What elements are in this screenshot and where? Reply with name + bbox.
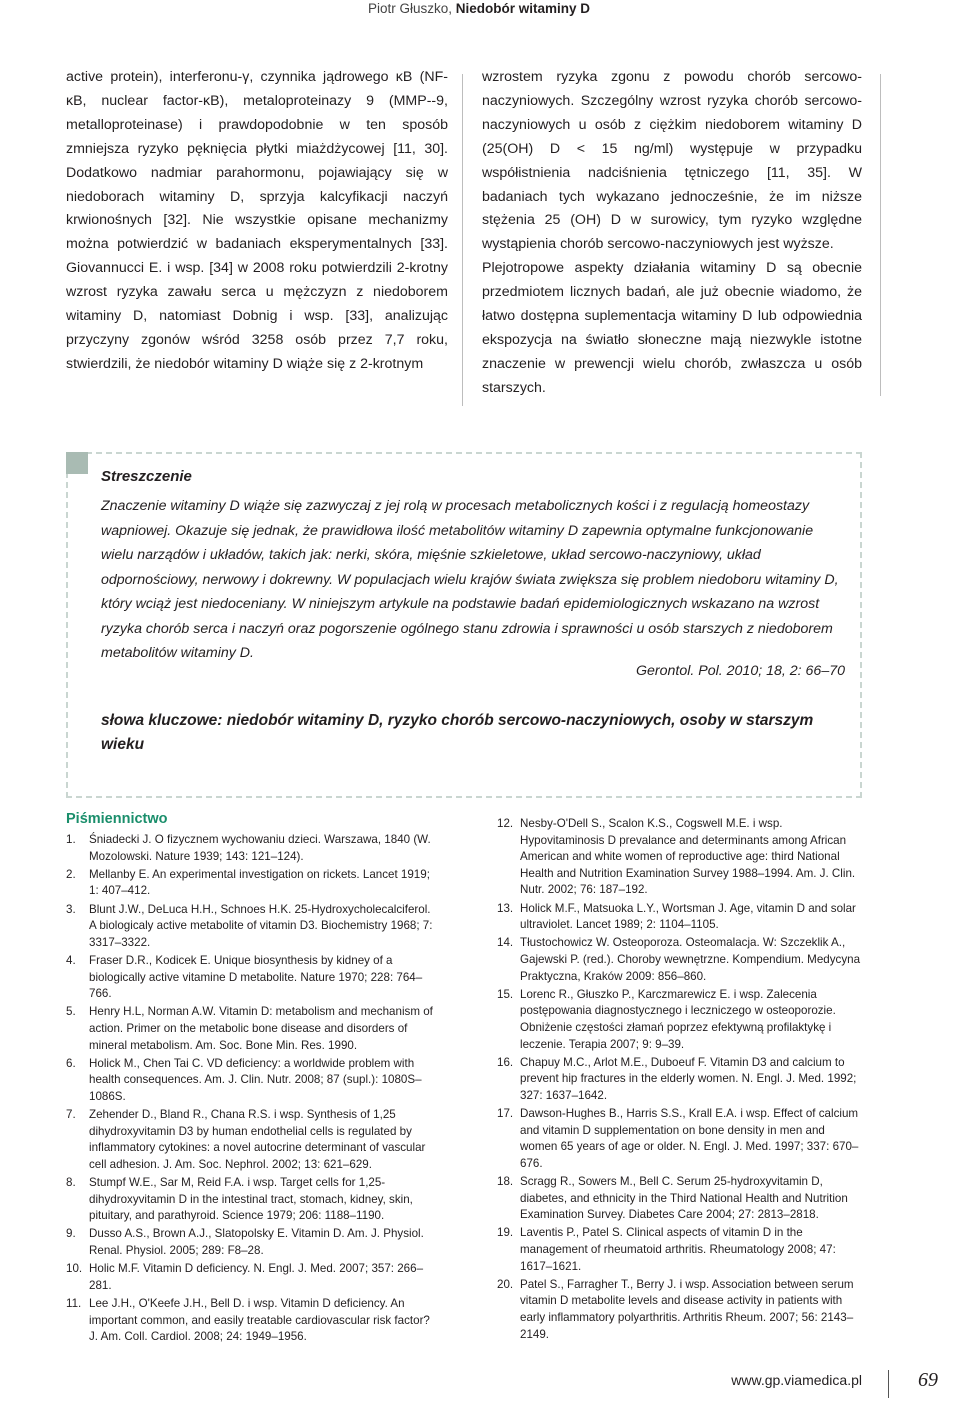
reference-item <box>66 1296 434 1346</box>
reference-number: 8. <box>66 1176 76 1190</box>
reference-item <box>497 1174 865 1224</box>
reference-text: Laventis P., Patel S. Clinical aspects of vitamin D in the management of rheumatoid arthritis. Rheumatology 2008; 47: 1617–1621. <box>520 1226 836 1273</box>
body-paragraph-left: active protein), interferonu-γ, czynnika jądrowego κB (NF-κB, nuclear factor-κB), metaloproteinazy 9 (MMP--9, metalloproteinase) i prawdopodobnie w ten sposób zmniejsza ryzyko pęknięcia płytki miażdżycowej [11, 30]. Dodatkowo nadmiar parahormonu, pojawiający się w niedoborach witaminy D, sprzyja kalcyfikacji naczyń krwionośnych [32]. Nie wszystkie opisane mechanizmy można potwierdzić w badaniach eksperymentalnych [33]. Giovannucci E. i wsp. [34] w 2008 roku potwierdzili 2-krotny wzrost ryzyka zawału serca u mężczyzn z niedoborem witaminy D, natomiast Dobnig i wsp. [33], analizując przyczyny zgonów wśród 3258 osób przez 7,7 roku, stwierdzili, że niedobór witaminy D wiąże się z 2-krotnym <box>66 69 448 372</box>
reference-text: Zehender D., Bland R., Chana R.S. i wsp. Synthesis of 1,25 dihydroxyvitamin D3 by human endothelial cells is regulated by inflammatory cytokines: a novel autocrine determinant of vascular cell adhesion. J. Am. Soc. Nephrol. 2002; 13: 621–629. <box>89 1108 426 1171</box>
reference-number: 15. <box>497 987 514 1001</box>
reference-text: Scragg R., Sowers M., Bell C. Serum 25-hydroxyvitamin D, diabetes, and ethnicity in the Third National Health and Nutrition Examination Survey. Diabetes Care 2004; 27: 2813–2818. <box>520 1175 848 1222</box>
reference-text: Henry H.L, Norman A.W. Vitamin D: metabolism and mechanism of action. Primer on the metabolic bone disease and disorders of mineral metabolism. Am. Soc. Bone Min. Res. 1990. <box>89 1005 433 1052</box>
reference-text: Mellanby E. An experimental investigation on rickets. Lancet 1919; 1: 407–412. <box>89 867 430 898</box>
reference-item <box>497 816 865 899</box>
column-divider-right <box>880 74 881 396</box>
reference-item <box>497 1055 865 1105</box>
reference-item <box>66 1107 434 1173</box>
reference-item <box>497 987 865 1053</box>
reference-number: 10. <box>66 1262 83 1276</box>
reference-text: Fraser D.R., Kodicek E. Unique biosynthesis by kidney of a biologically active vitamine D metabolite. Nature 1970; 228: 764–766. <box>89 953 423 1001</box>
reference-number: 18. <box>497 1175 514 1189</box>
reference-text: Holic M.F. Vitamin D deficiency. N. Engl. J. Med. 2007; 357: 266–281. <box>89 1262 424 1292</box>
reference-number: 13. <box>497 901 514 915</box>
reference-text: Nesby-O'Dell S., Scalon K.S., Cogswell M.E. i wsp. Hypovitaminosis D prevalance and determinants among African American and white women of reproductive age: third National Health and Nutrition Examination Survey 1988–1994. Am. J. Clin. Nutr. 2002; 76: 187–192. <box>520 817 856 897</box>
reference-number: 6. <box>66 1056 76 1070</box>
reference-number: 11. <box>66 1296 82 1310</box>
reference-item <box>66 1261 434 1294</box>
reference-item <box>497 1225 865 1275</box>
page-number: 69 <box>918 1369 938 1391</box>
references-title: Piśmiennictwo <box>66 811 168 827</box>
running-head <box>368 1 590 16</box>
reference-text: Stumpf W.E., Sar M, Reid F.A. i wsp. Target cells for 1,25-dihydroxyvitamin D in the intestinal tract, stomach, kidney, skin, pituitary, and parathyroid. Science 1979; 206: 1188–1190. <box>89 1176 413 1223</box>
references-list-left <box>66 832 434 1347</box>
reference-text: Blunt J.W., DeLuca H.H., Schnoes H.K. 25-Hydroxycholecalciferol. A biologicaly active metabolite of vitamin D3. Biochemistry 1968; 7: 3317–3322. <box>89 902 433 949</box>
reference-text: Holick M., Chen Tai C. VD deficiency: a worldwide problem with health consequences. Am. J. Clin. Nutr. 2008; 87 (supl.): 1080S–1086S. <box>89 1056 422 1103</box>
reference-number: 20. <box>497 1277 514 1291</box>
reference-text: Tłustochowicz W. Osteoporoza. Osteomalacja. W: Szczeklik A., Gajewski P. (red.). Choroby wewnętrzne. Kompendium. Medycyna Praktyczna, Kraków 2009: 856–860. <box>520 936 861 983</box>
reference-item <box>66 867 434 900</box>
reference-text: Lee J.H., O'Keefe J.H., Bell D. i wsp. Vitamin D deficiency. An important common, and easily treatable cardiovascular risk factor? J. Am. Coll. Cardiol. 2008; 24: 1949–1956. <box>89 1296 430 1344</box>
body-paragraph-right-1: wzrostem ryzyka zgonu z powodu chorób sercowo-naczyniowych. Szczególny wzrost ryzyka chorób sercowo-naczyniowych u osób z ciężkim niedoborem witaminy D (25(OH) D < 15 ng/ml) występuje w przypadku współistnienia nadciśnienia tętniczego [11, 35]. W badaniach tych wykazano jednocześnie, że im niższe stężenia 25 (OH) D w surowicy, tym ryzyko względne wystąpienia chorób sercowo-naczyniowych jest wyższe. <box>482 69 862 253</box>
reference-text: Śniadecki J. O fizycznem wychowaniu dzieci. Warszawa, 1840 (W. Mozolowski. Nature 1939; 143: 121–124). <box>89 833 431 863</box>
reference-number: 16. <box>497 1055 514 1069</box>
reference-item <box>66 832 434 865</box>
reference-number: 19. <box>497 1226 514 1240</box>
page-header <box>0 0 960 28</box>
column-divider-left <box>462 74 463 406</box>
references-list-right <box>497 816 865 1345</box>
footer-url[interactable]: www.gp.viamedica.pl <box>731 1372 862 1388</box>
reference-text: Lorenc R., Głuszko P., Karczmarewicz E. i wsp. Zalecenia postępowania diagnostycznego i leczniczego w osteoporozie. Obniżenie częstości złamań poprzez efektywną profilaktykę i leczenie. Terapia 2007; 9: 9–39. <box>520 987 836 1051</box>
body-paragraph-right-2: Plejotropowe aspekty działania witaminy D są obecnie przedmiotem licznych badań, ale już obecnie wiadomo, że łatwo dostępna suplementacja witaminy D lub odpowiednia ekspozycja na światło słoneczne mają niezwykle istotne znaczenie w prewencji wielu chorób, zwłaszcza u osób starszych. <box>482 260 862 396</box>
reference-item <box>66 902 434 952</box>
reference-number: 9. <box>66 1227 76 1241</box>
reference-number: 4. <box>66 953 76 967</box>
reference-item <box>497 1106 865 1172</box>
reference-number: 17. <box>497 1107 514 1121</box>
reference-number: 1. <box>66 833 76 846</box>
abstract-keywords: słowa kluczowe: niedobór witaminy D, ryzyko chorób sercowo-naczyniowych, osoby w starszym wieku <box>101 712 814 753</box>
reference-number: 12. <box>497 817 514 830</box>
reference-item <box>66 1226 434 1259</box>
reference-item <box>497 1277 865 1343</box>
abstract-citation: Gerontol. Pol. 2010; 18, 2: 66–70 <box>635 663 845 679</box>
running-head-author: Piotr Głuszko, <box>367 1 452 16</box>
reference-item <box>66 1175 434 1225</box>
abstract-title: Streszczenie <box>101 468 192 485</box>
abstract-text: Znaczenie witaminy D wiąże się zazwyczaj z jej rolą w procesach metabolicznych kości i z regulacją homeostazy wapniowej. Okazuje się jednak, że prawidłowa ilość metabolitów witaminy D zapewnia optymalne funkcjonowanie wielu narządów i układów, takich jak: nerki, skóra, mięśnie szkieletowe, układ sercowo-naczyniowy, układ odpornościowy, nerwowy i dokrewny. W populacjach wielu krajów świata zwiększa się problem niedoboru witaminy D, który wciąż jest niedoceniany. W niniejszym artykule na podstawie badań epidemiologicznych wskazano na wzrost ryzyka chorób serca i naczyń oraz pogorszenie ogólnego stanu zdrowia i sprawności u osób starszych z niedoborem metabolitów witaminy D. <box>101 498 839 661</box>
reference-item <box>497 901 865 934</box>
reference-number: 2. <box>66 867 76 881</box>
reference-item <box>66 953 434 1003</box>
reference-text: Dusso A.S., Brown A.J., Slatopolsky E. Vitamin D. Am. J. Physiol. Renal. Physiol. 2005; 289: F8–28. <box>89 1227 424 1257</box>
reference-number: 3. <box>66 902 76 916</box>
reference-text: Chapuy M.C., Arlot M.E., Duboeuf F. Vitamin D3 and calcium to prevent hip fractures in the elderly women. N. Engl. J. Med. 1992; 327: 1637–1642. <box>520 1055 857 1102</box>
running-head-title: Niedobór witaminy D <box>455 1 590 16</box>
reference-number: 7. <box>66 1108 76 1122</box>
footer-divider <box>888 1370 889 1398</box>
abstract-corner-square <box>66 452 88 474</box>
reference-item <box>497 935 865 985</box>
reference-number: 5. <box>66 1005 76 1019</box>
reference-item <box>66 1004 434 1054</box>
body-column-left <box>66 66 448 377</box>
body-column-right <box>482 66 862 401</box>
reference-item <box>66 1056 434 1106</box>
reference-number: 14. <box>497 936 514 950</box>
reference-text: Patel S., Farragher T., Berry J. i wsp. Association between serum vitamin D metabolite levels and disease activity in patients with early inflammatory polyarthritis. Arthritis Rheum. 2007; 56: 2143–2149. <box>520 1277 854 1341</box>
reference-text: Holick M.F., Matsuoka L.Y., Wortsman J. Age, vitamin D and solar ultraviolet. Lancet 1989; 2: 1104–1105. <box>520 901 856 932</box>
reference-text: Dawson-Hughes B., Harris S.S., Krall E.A. i wsp. Effect of calcium and vitamin D supplementation on bone density in men and women 65 years of age or older. N. Engl. J. Med. 1997; 337: 670–676. <box>520 1107 859 1170</box>
